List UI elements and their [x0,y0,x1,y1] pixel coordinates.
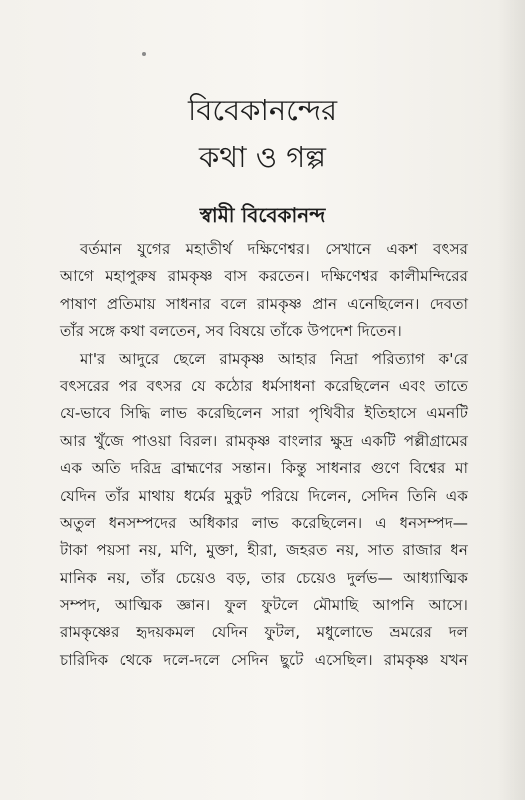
paper-speck [142,52,146,56]
text-line: পাষাণ প্রতিমায় সাধনার বলে রামকৃষ্ণ প্রান এনেছিলেন। দেবতা [60,294,468,313]
text-line: বর্তমান যুগের মহাতীর্থ দক্ষিণেশ্বর। সেখানে একশ বৎসর [80,240,468,258]
book-title-line-1: বিবেকানন্দের [187,93,338,127]
text-line: আর খুঁজে পাওয়া বিরল। রামকৃষ্ণ বাংলার ক্ষুদ্র একটি পল্লীগ্রামের [60,431,468,450]
text-line: বৎসরের পর বৎসর যে কঠোর ধর্মসাধনা করেছিলেন এবং তাতে [60,376,468,395]
text-line: মা'র আদুরে ছেলে রামকৃষ্ণ আহার নিদ্রা পরিত্যাগ ক'রে [80,349,468,368]
text-line: সম্পদ, আত্মিক জ্ঞান। ফুল ফুটলে মৌমাছি আপনি আসে। [60,596,468,615]
text-line: যে-ভাবে সিদ্ধি লাভ করেছিলেন সারা পৃথিবীর ইতিহাসে এমনটি [60,404,468,423]
text-line: রামকৃষ্ণের হৃদয়কমল যেদিন ফুটল, মধুলোভে ভ্রমরের দল [60,623,468,642]
text-line: আগে মহাপুরুষ রামকৃষ্ণ বাস করতেন। দক্ষিণেশ্বর কালীমন্দিরের [60,267,468,286]
author-name: স্বামী বিবেকানন্দ [199,203,326,227]
text-line: চারিদিক থেকে দলে-দলে সেদিন ছুটে এসেছিল। রামকৃষ্ণ যখন [60,650,468,669]
text-line: তাঁর সঙ্গে কথা বলতেন, সব বিষয়ে তাঁকে উপদেশ দিতেন। [60,322,402,341]
text-line: অতুল ধনসম্পদের অধিকার লাভ করেছিলেন। এ ধনসম্পদ— [60,513,468,532]
text-line: টাকা পয়সা নয়, মণি, মুক্তা, হীরা, জহরত নয়, সাত রাজার ধন [60,541,468,560]
book-title-line-2: কথা ও গল্প [199,140,326,174]
body-text [60,236,468,674]
text-line: যেদিন তাঁর মাথায় ধর্মের মুকুট পরিয়ে দিলেন, সেদিন তিনি এক [60,486,468,505]
text-line: এক অতি দরিদ্র ব্রাহ্মণের সন্তান। কিন্তু সাধনার গুণে বিশ্বের মা [60,459,468,478]
text-line: মানিক নয়, তাঁর চেয়েও বড়, তার চেয়েও দুর্লভ— আধ্যাত্মিক [60,568,468,587]
